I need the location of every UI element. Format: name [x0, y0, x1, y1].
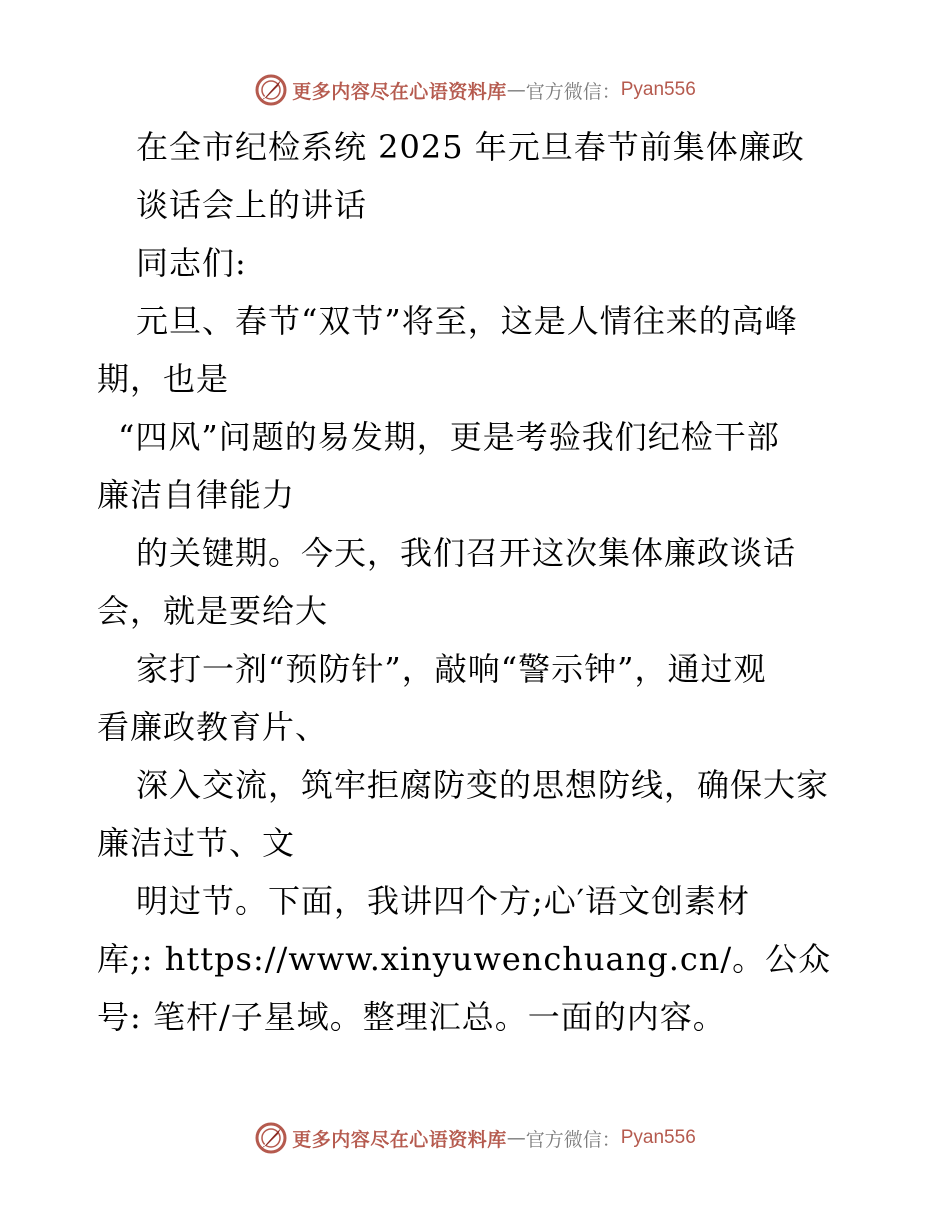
body-line: 元旦、春节“双节”将至，这是人情往来的高峰 — [136, 302, 798, 340]
body-line: 期，也是 — [97, 360, 230, 398]
banner-wechat-id: Pyan556 — [620, 79, 696, 100]
banner-main-text: 更多内容尽在心语资料库 — [292, 80, 507, 103]
body-line: “四风”问题的易发期，更是考验我们纪检干部 — [118, 418, 780, 456]
footer-banner — [0, 1116, 950, 1160]
banner-wechat-label: 官方微信： — [525, 1128, 621, 1151]
body-line: 明过节。下面，我讲四个方;心′语文创素材 — [136, 882, 751, 920]
body-line: 廉洁自律能力 — [97, 476, 296, 514]
body-line: 库;: https://www.xinyuwenchuang.cn/。公众 — [97, 940, 832, 978]
title-line-2: 谈话会上的讲话 — [136, 186, 368, 224]
quill-logo-icon — [254, 1121, 288, 1155]
salutation: 同志们: — [136, 244, 247, 282]
banner-separator: — — [506, 1127, 526, 1149]
body-line: 家打一剂“预防针”，敲响“警示钟”，通过观 — [136, 650, 767, 688]
body-line: 会，就是要给大 — [97, 592, 329, 630]
body-line: 看廉政教育片、 — [97, 708, 329, 746]
body-line: 号: 笔杆/子星域。整理汇总。一面的内容。 — [97, 998, 726, 1036]
banner-wechat-label: 官方微信： — [525, 80, 621, 103]
title-line-1: 在全市纪检系统 2025 年元旦春节前集体廉政 — [136, 128, 805, 166]
body-line: 的关键期。今天，我们召开这次集体廉政谈话 — [136, 534, 797, 572]
body-line: 廉洁过节、文 — [97, 824, 296, 862]
body-line: 深入交流，筑牢拒腐防变的思想防线，确保大家 — [136, 766, 830, 804]
banner-main-text: 更多内容尽在心语资料库 — [292, 1128, 507, 1151]
banner-wechat-id: Pyan556 — [620, 1127, 696, 1148]
banner-separator: — — [506, 79, 526, 101]
header-banner — [0, 68, 950, 112]
quill-logo-icon — [254, 73, 288, 107]
